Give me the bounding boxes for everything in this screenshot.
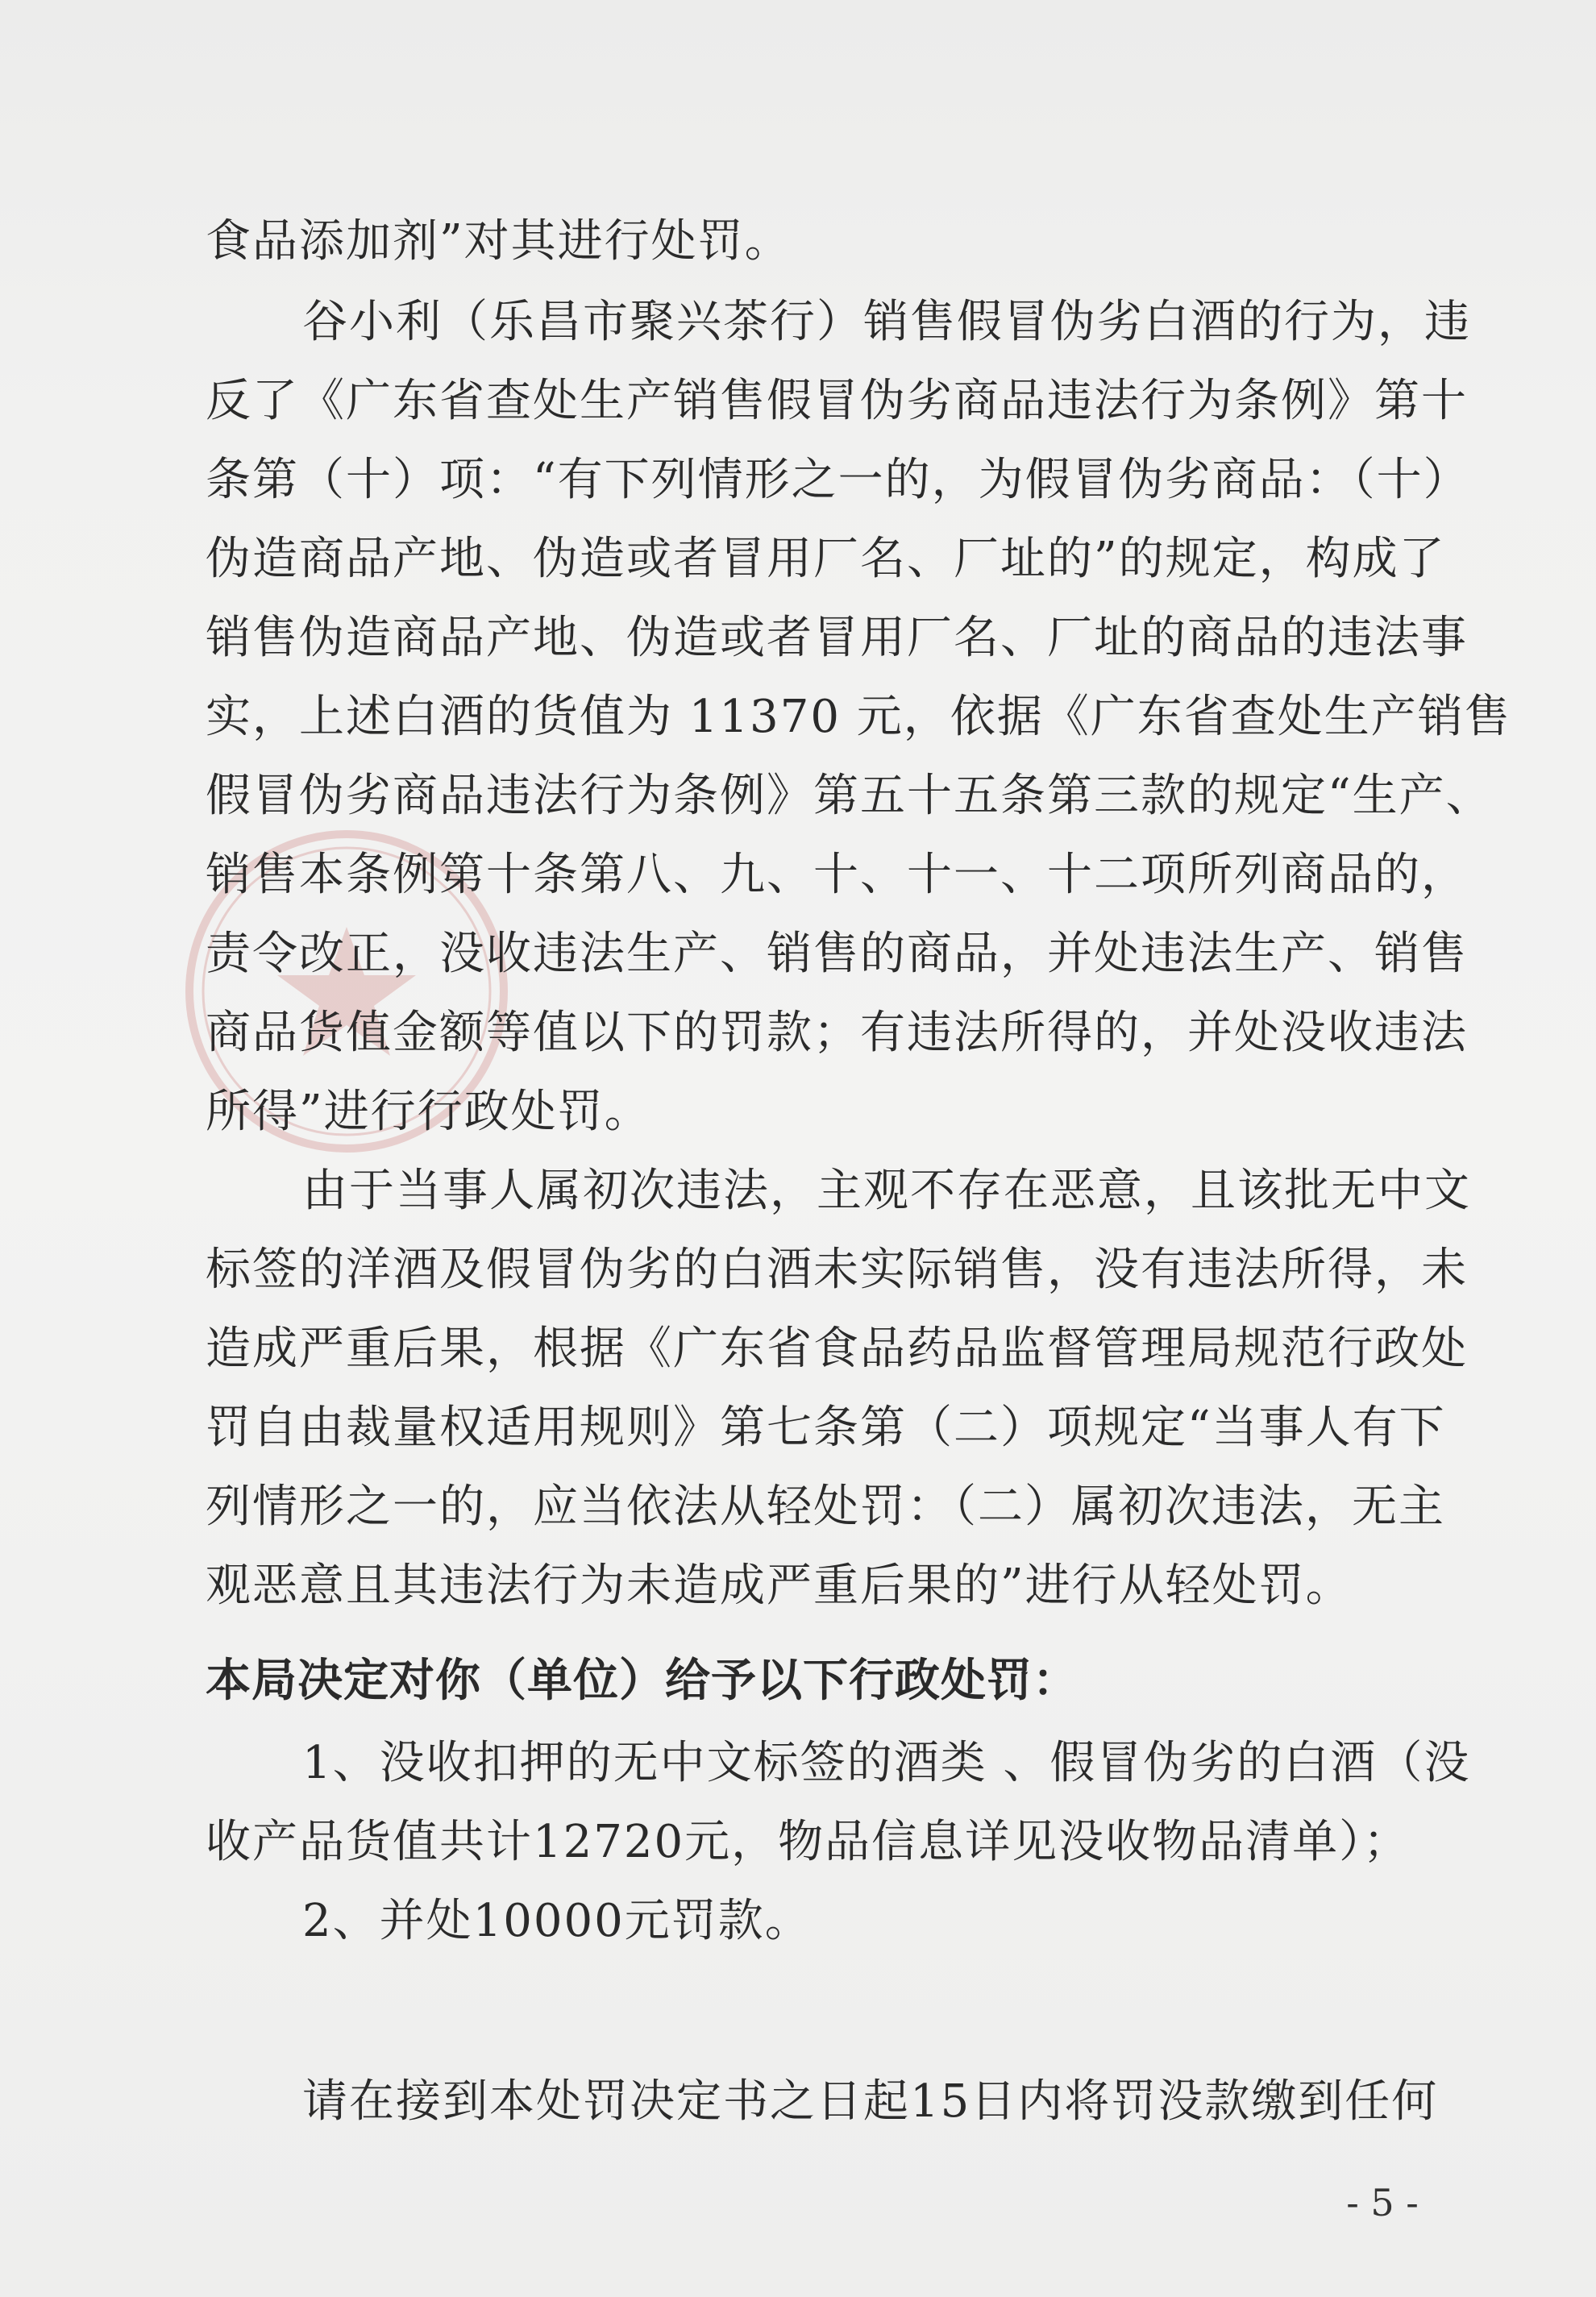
- text-line-2: 谷小利（乐昌市聚兴茶行）销售假冒伪劣白酒的行为，违: [302, 296, 1471, 348]
- page-number: - 5 -: [1346, 2181, 1419, 2224]
- text-line-4: 条第（十）项：“有下列情形之一的，为假冒伪劣商品：（十）: [206, 454, 1470, 506]
- text-line-9: 销售本条例第十条第八、九、十、十一、十二项所列商品的，: [206, 849, 1468, 901]
- text-line-18: 观恶意且其违法行为未造成严重后果的”进行从轻处罚。: [206, 1560, 1353, 1612]
- text-line-6: 销售伪造商品产地、伪造或者冒用厂名、厂址的商品的违法事: [206, 612, 1468, 664]
- text-line-12: 所得”进行行政处罚。: [206, 1086, 651, 1138]
- text-line-1: 食品添加剂”对其进行处罚。: [206, 215, 792, 268]
- text-line-3: 反了《广东省查处生产销售假冒伪劣商品违法行为条例》第十: [206, 375, 1468, 427]
- text-line-14: 标签的洋酒及假冒伪劣的白酒未实际销售，没有违法所得，未: [206, 1244, 1468, 1296]
- text-line-7: 实，上述白酒的货值为 11370 元，依据《广东省查处生产销售: [206, 691, 1511, 743]
- decision-heading: 本局决定对你（单位）给予以下行政处罚：: [206, 1655, 1079, 1707]
- text-line-11: 商品货值金额等值以下的罚款；有违法所得的，并处没收违法: [206, 1007, 1468, 1059]
- text-line-10: 责令改正，没收违法生产、销售的商品，并处违法生产、销售: [206, 928, 1468, 980]
- text-line-17: 列情形之一的，应当依法从轻处罚：（二）属初次违法，无主: [206, 1481, 1445, 1533]
- penalty-item-1-cont: 收产品货值共计12720元，物品信息详见没收物品清单）；: [206, 1816, 1411, 1868]
- text-line-last: 请在接到本处罚决定书之日起15日内将罚没款缴到任何: [302, 2075, 1439, 2128]
- text-line-13: 由于当事人属初次违法，主观不存在恶意，且该批无中文: [302, 1165, 1471, 1217]
- penalty-item-1: 1、没收扣押的无中文标签的酒类 、假冒伪劣的白酒（没: [302, 1737, 1471, 1789]
- penalty-item-2: 2、并处10000元罚款。: [302, 1895, 812, 1947]
- text-line-15: 造成严重后果，根据《广东省食品药品监督管理局规范行政处: [206, 1323, 1468, 1375]
- text-line-16: 罚自由裁量权适用规则》第七条第（二）项规定“当事人有下: [206, 1402, 1446, 1454]
- text-line-5: 伪造商品产地、伪造或者冒用厂名、厂址的”的规定，构成了: [206, 533, 1446, 585]
- text-line-8: 假冒伪劣商品违法行为条例》第五十五条第三款的规定“生产、: [206, 770, 1493, 822]
